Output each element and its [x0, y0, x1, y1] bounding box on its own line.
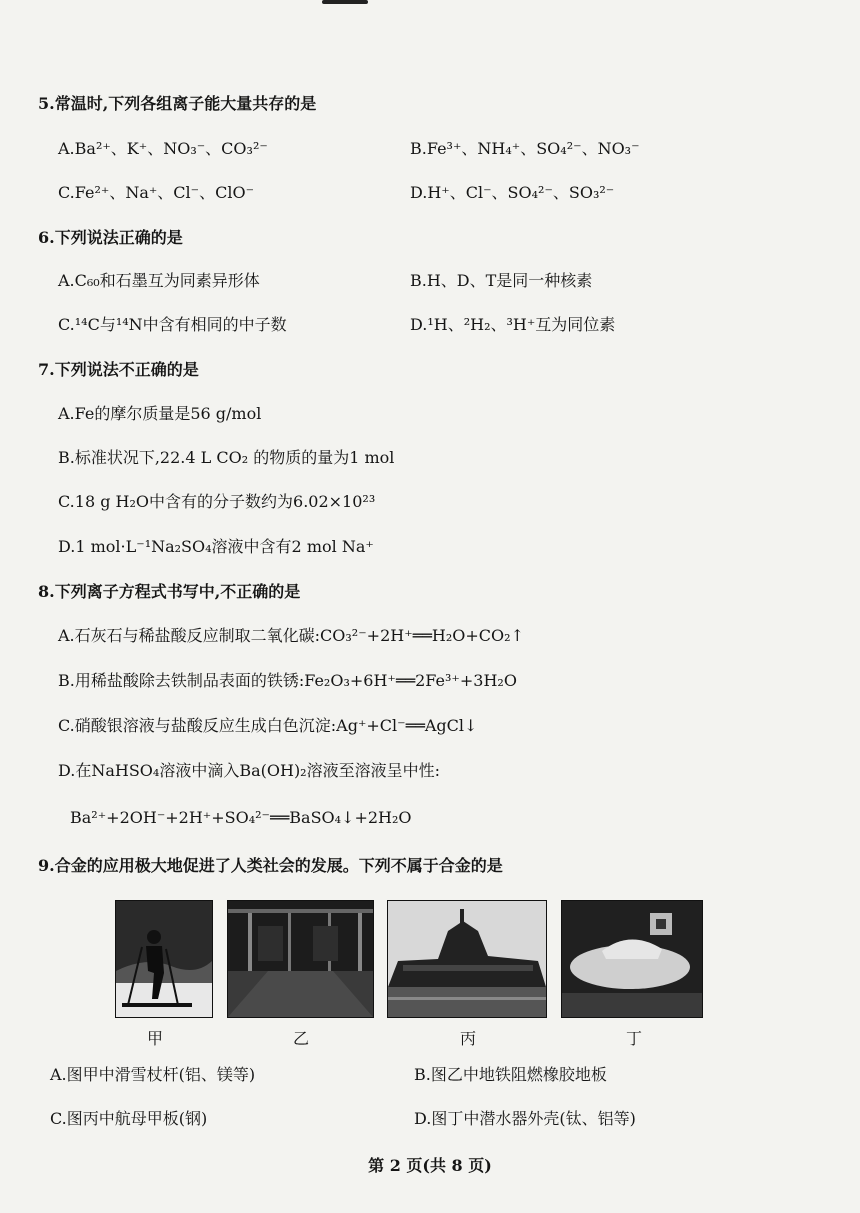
q9-option-a: A.图甲中滑雪杖杆(铝、镁等): [50, 1065, 256, 1084]
q6-option-d: D.¹H、²H₂、³H⁺互为同位素: [410, 315, 616, 334]
caption-yi: 乙: [293, 1029, 310, 1048]
q7-option-b: B.标准状况下,22.4 L CO₂ 的物质的量为1 mol: [58, 448, 395, 467]
q6-option-b: B.H、D、T是同一种核素: [410, 271, 593, 290]
q6-option-c: C.¹⁴C与¹⁴N中含有相同的中子数: [58, 315, 287, 334]
photo-jia-skier: [115, 900, 213, 1018]
question-8-stem: 8.下列离子方程式书写中,不正确的是: [38, 582, 301, 601]
q7-option-c: C.18 g H₂O中含有的分子数约为6.02×10²³: [58, 492, 376, 511]
caption-jia: 甲: [147, 1029, 164, 1048]
q9-option-d: D.图丁中潜水器外壳(钛、铝等): [414, 1109, 636, 1128]
question-7-stem: 7.下列说法不正确的是: [38, 360, 199, 379]
q8-option-a: A.石灰石与稀盐酸反应制取二氧化碳:CO₃²⁻+2H⁺══H₂O+CO₂↑: [58, 626, 524, 645]
photo-yi-subway-floor: [227, 900, 374, 1018]
q7-option-a: A.Fe的摩尔质量是56 g/mol: [58, 404, 262, 423]
q9-option-b: B.图乙中地铁阻燃橡胶地板: [414, 1065, 607, 1084]
caption-ding: 丁: [626, 1029, 643, 1048]
caption-bing: 丙: [460, 1029, 477, 1048]
question-5-stem: 5.常温时,下列各组离子能大量共存的是: [38, 94, 317, 113]
page-footer: 第 2 页(共 8 页): [368, 1156, 492, 1175]
photo-ding-submersible: [561, 900, 703, 1018]
q5-option-a: A.Ba²⁺、K⁺、NO₃⁻、CO₃²⁻: [58, 139, 268, 158]
q8-option-d: D.在NaHSO₄溶液中滴入Ba(OH)₂溶液至溶液呈中性:: [58, 761, 440, 780]
q5-option-b: B.Fe³⁺、NH₄⁺、SO₄²⁻、NO₃⁻: [410, 139, 640, 158]
scan-mark: [322, 0, 368, 4]
q8-option-b: B.用稀盐酸除去铁制品表面的铁锈:Fe₂O₃+6H⁺══2Fe³⁺+3H₂O: [58, 671, 517, 690]
q6-option-a: A.C₆₀和石墨互为同素异形体: [58, 271, 260, 290]
q5-option-c: C.Fe²⁺、Na⁺、Cl⁻、ClO⁻: [58, 183, 255, 202]
question-9-stem: 9.合金的应用极大地促进了人类社会的发展。下列不属于合金的是: [38, 856, 503, 875]
q8-option-d-equation: Ba²⁺+2OH⁻+2H⁺+SO₄²⁻══BaSO₄↓+2H₂O: [70, 808, 412, 827]
q9-option-c: C.图丙中航母甲板(钢): [50, 1109, 208, 1128]
q8-option-c: C.硝酸银溶液与盐酸反应生成白色沉淀:Ag⁺+Cl⁻══AgCl↓: [58, 716, 478, 735]
q5-option-d: D.H⁺、Cl⁻、SO₄²⁻、SO₃²⁻: [410, 183, 615, 202]
q7-option-d: D.1 mol·L⁻¹Na₂SO₄溶液中含有2 mol Na⁺: [58, 537, 374, 556]
question-6-stem: 6.下列说法正确的是: [38, 228, 183, 247]
photo-bing-aircraft-carrier: [387, 900, 547, 1018]
